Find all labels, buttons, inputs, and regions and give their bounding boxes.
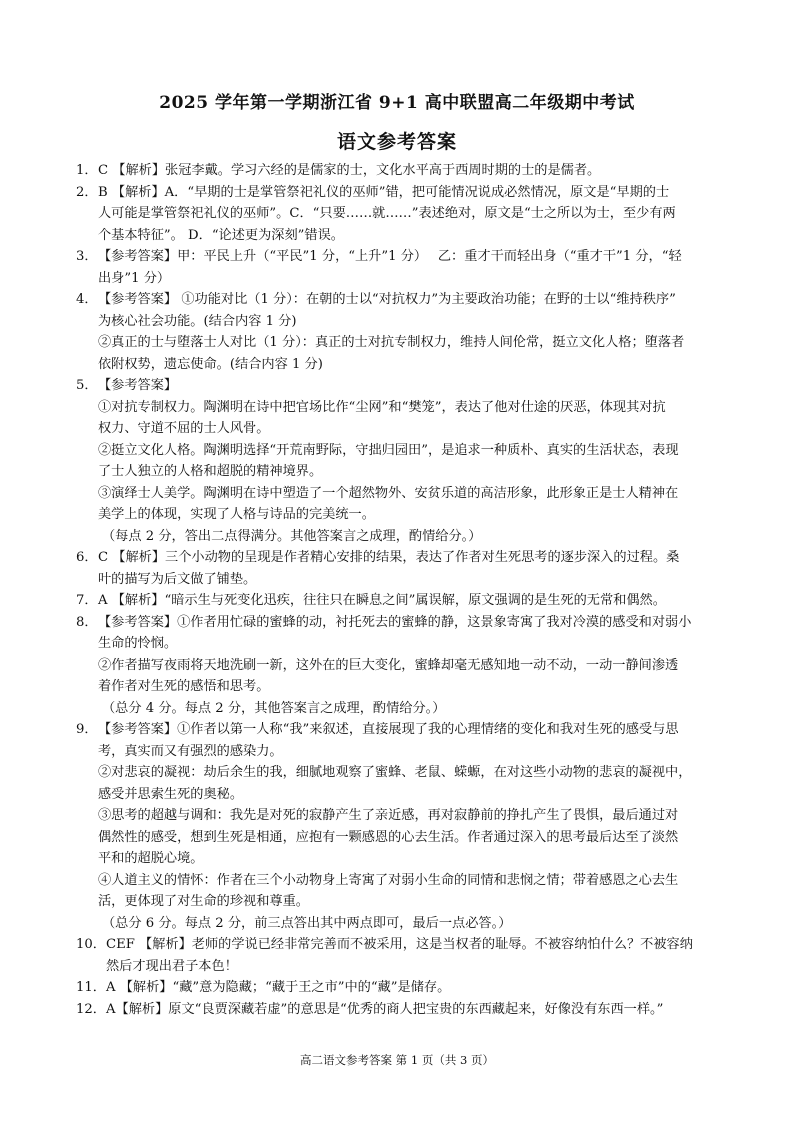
answer-line: 出身”1 分）: [98, 270, 171, 286]
answer-line: ②挺立文化人格。陶渊明选择“开荒南野际，守拙归园田”，是追求一种质朴、真实的生活状态，表现: [98, 442, 679, 458]
answer-number: 12．: [76, 1001, 106, 1017]
answer-number: 1．: [76, 163, 98, 178]
answer-line: 【参考答案】甲：平民上升（“平民”1 分，“上升”1 分） 乙：重才干而轻出身（“重才干”1 分，“轻: [98, 249, 682, 264]
answer-number: 2．: [76, 184, 98, 200]
answer-line: B 【解析】A．“早期的士是掌管祭祀礼仪的巫师”错，把可能情况说成必然情况，原文是“早期的士: [98, 184, 670, 200]
answer-item: [76, 590, 724, 612]
answer-number: 9．: [76, 722, 98, 737]
answer-body: [76, 160, 724, 182]
answer-line: 平和的超脱心境。: [98, 851, 204, 866]
answer-line: 美学上的体现，实现了人格与诗品的完美统一。: [98, 507, 375, 522]
answer-item: [76, 977, 724, 999]
answer-body: [76, 182, 724, 247]
answer-item: [76, 182, 724, 247]
answer-item: [76, 160, 724, 182]
answer-line: （总分 4 分。每点 2 分，其他答案言之成理，酌情给分。）: [102, 700, 446, 716]
answer-line: 为核心社会功能。(结合内容 1 分): [98, 313, 297, 329]
answer-line: ②对悲哀的凝视：劫后余生的我，细腻地观察了蜜蜂、老鼠、蝾螈，在对这些小动物的悲哀的凝视中，: [98, 765, 692, 780]
answer-number: 11．: [76, 980, 106, 995]
answer-line: A【解析】原文“良贾深藏若虚”的意思是“优秀的商人把宝贵的东西藏起来，好像没有东西一样。”: [106, 1001, 664, 1017]
answer-item: [76, 375, 724, 547]
answer-line: ④人道主义的情怀：作者在三个小动物身上寄寓了对弱小生命的同情和悲悯之情；带着感恩之心去生: [98, 872, 679, 888]
answer-line: A 【解析】“暗示生与死变化迅疾，往往只在瞬息之间”属误解，原文强调的是生死的无常和偶然。: [98, 593, 666, 608]
answer-line: 人可能是掌管祭祀礼仪的巫师”。C．“只要……就……”表述绝对，原文是“士之所以为士，至少有两: [98, 206, 676, 221]
answer-item: [76, 246, 724, 289]
answer-body: [76, 934, 724, 977]
answer-number: 4．: [76, 292, 98, 307]
answer-line: 着作者对生死的感悟和思考。: [98, 679, 270, 694]
answer-line: 然后才现出君子本色！: [106, 958, 238, 974]
answer-line: 生命的怜悯。: [98, 636, 178, 651]
answer-body: [76, 977, 724, 999]
answer-number: 7．: [76, 593, 98, 608]
answer-key-subtitle: 语文参考答案: [336, 131, 457, 153]
answer-line: ②真正的士与堕落士人对比（1 分）：真正的士对抗专制权力，维持人间伦常，挺立文化人格；堕落者: [98, 335, 685, 350]
answer-list: [76, 160, 724, 1020]
answer-line: 偶然性的感受，想到生死是相通，应抱有一颗感恩的心去生活。作者通过深入的思考最后达至了淡然: [98, 829, 679, 845]
answer-line: ③演绎士人美学。陶渊明在诗中塑造了一个超然物外、安贫乐道的高洁形象，此形象正是士人精神在: [98, 485, 679, 501]
answer-line: 【参考答案】①作者以第一人称“我”来叙述，直接展现了我的心理情绪的变化和我对生死的感受与思: [98, 722, 679, 737]
answer-number: 3．: [76, 249, 98, 264]
answer-body: [76, 999, 724, 1021]
answer-item: [76, 289, 724, 375]
answer-body: [76, 547, 724, 590]
answer-line: 感受并思索生死的奥秘。: [98, 786, 244, 802]
answer-number: 6．: [76, 550, 98, 565]
answer-line: 叶的描写为后文做了铺垫。: [98, 571, 257, 587]
answer-item: [76, 547, 724, 590]
answer-line: 权力、守道不屈的士人风骨。: [98, 421, 270, 436]
answer-line: 个基本特征”。 D．“论述更为深刻”错误。: [98, 227, 344, 243]
answer-number: 5．: [76, 378, 98, 393]
answer-body: [76, 719, 724, 934]
answer-line: 【参考答案】①作者用忙碌的蜜蜂的动，衬托死去的蜜蜂的静，这景象寄寓了我对冷漠的感受和对弱小: [98, 614, 692, 630]
answer-line: C 【解析】张冠李戴。学习六经的是儒家的士，文化水平高于西周时期的士的是儒者。: [98, 163, 601, 178]
answer-line: CEF 【解析】老师的学说已经非常完善而不被采用，这是当权者的耻辱。不被容纳怕什么？不被容纳: [106, 937, 693, 952]
answer-line: 了士人独立的人格和超脱的精神境界。: [98, 464, 323, 479]
answer-line: 活，更体现了对生命的珍视和尊重。: [98, 894, 309, 909]
answer-body: [76, 612, 724, 720]
answer-body: [76, 289, 724, 375]
answer-item: [76, 999, 724, 1021]
answer-line: 【参考答案】: [98, 378, 178, 393]
answer-line: 【参考答案】 ①功能对比（1 分）：在朝的士以“对抗权力”为主要政治功能；在野的士以“维持秩序”: [98, 292, 676, 307]
answer-body: [76, 375, 724, 547]
answer-item: [76, 612, 724, 720]
answer-item: [76, 719, 724, 934]
answer-line: （每点 2 分，答出二点得满分。其他答案言之成理，酌情给分。）: [102, 528, 482, 544]
answer-number: 8．: [76, 614, 98, 630]
answer-body: [76, 246, 724, 289]
answer-number: 10．: [76, 937, 106, 952]
answer-line: ③思考的超越与调和：我先是对死的寂静产生了亲近感，再对寂静前的挣扎产生了畏惧，最后通过对: [98, 808, 679, 823]
answer-line: （总分 6 分。每点 2 分，前三点答出其中两点即可，最后一点必答。）: [102, 915, 512, 931]
page-footer: 高二语文参考答案 第 1 页（共 3 页）: [300, 1053, 494, 1067]
answer-line: ①对抗专制权力。陶渊明在诗中把官场比作“尘网”和“樊笼”，表达了他对仕途的厌恶，体现其对抗: [98, 399, 666, 415]
answer-line: ②作者描写夜雨将天地洗刷一新，这外在的巨大变化，蜜蜂却毫无感知地一动不动，一动一静间渗透: [98, 657, 679, 673]
answer-item: [76, 934, 724, 977]
answer-line: C 【解析】三个小动物的呈现是作者精心安排的结果，表达了作者对生死思考的逐步深入的过程。桑: [98, 550, 680, 565]
exam-title: 2025 学年第一学期浙江省 9+1 高中联盟高二年级期中考试: [159, 93, 635, 113]
answer-line: 考，真实而又有强烈的感染力。: [98, 743, 283, 759]
answer-line: A 【解析】“藏”意为隐藏；“藏于王之市”中的“藏”是储存。: [106, 980, 451, 995]
answer-body: [76, 590, 724, 612]
answer-line: 依附权势，遗忘使命。(结合内容 1 分): [98, 356, 323, 372]
